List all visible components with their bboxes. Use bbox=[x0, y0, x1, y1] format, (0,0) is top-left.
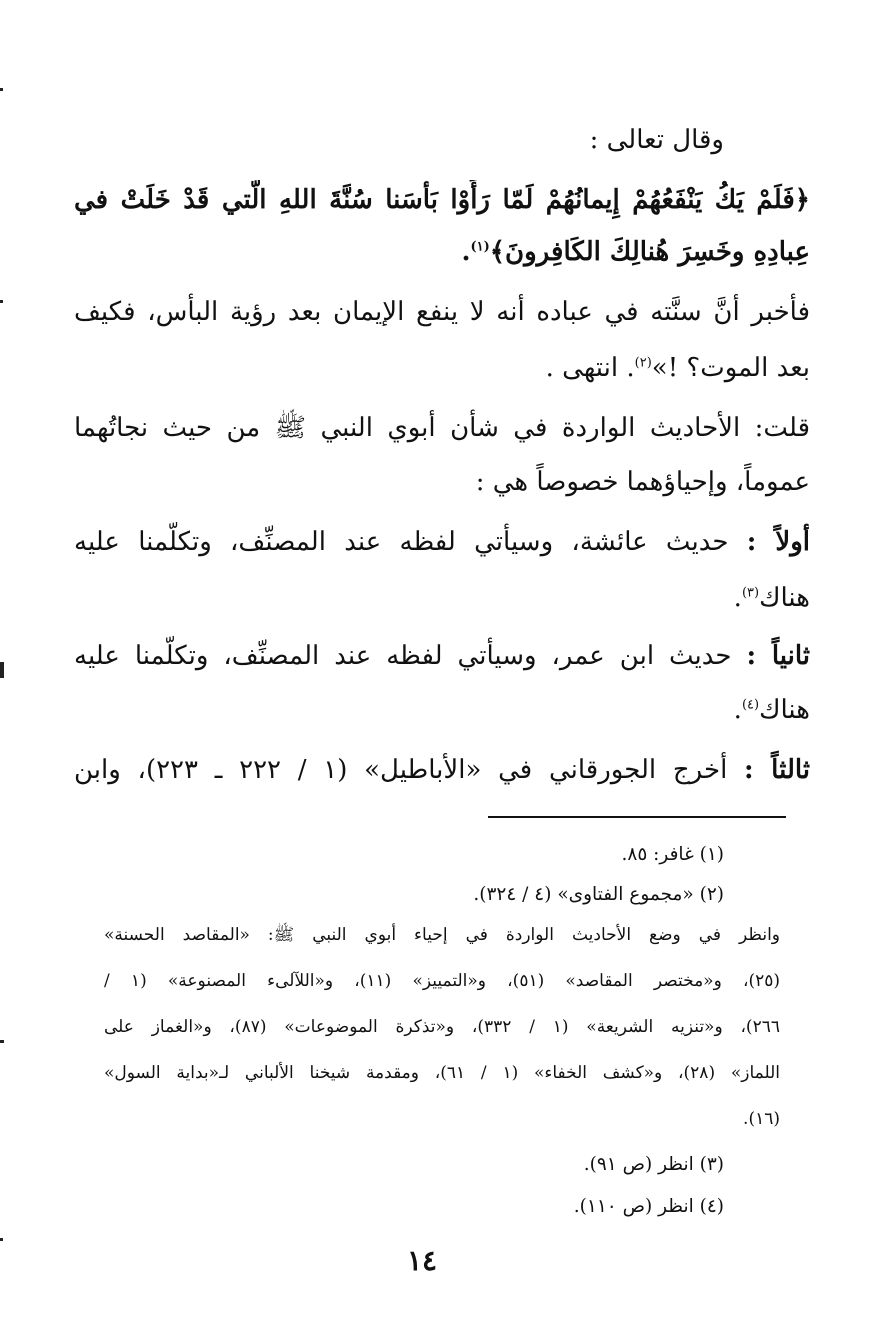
item-lead: ثانياً : bbox=[746, 641, 810, 671]
footnote-text: (٤) انظر (ص ١١٠). bbox=[573, 1196, 724, 1217]
punctuation: . bbox=[461, 237, 471, 267]
quran-verse-text: ﴿فَلَمْ يَكُ يَنْفَعُهُمْ إِيمانُهُمْ لَمّا رَأَوْا بَأْسَنا سُنَّةَ اللهِ الَّتي قَدْ خَلَتْ في bbox=[74, 185, 810, 215]
footnote-separator bbox=[488, 816, 786, 818]
scan-mark bbox=[0, 1040, 4, 1043]
quran-verse-line-2 bbox=[74, 232, 810, 272]
footnote-ref: (٤) bbox=[741, 697, 760, 713]
footnote-text: (٢٥)، و«مختصر المقاصد» (٥١)، و«التمييز» (١١)، و«اللآلىء المصنوعة» (١ / bbox=[104, 971, 780, 991]
paragraph-text: أخرج الجورقاني في «الأباطيل» (١ / ٢٢٢ ـ ٢٢٣)، وابن bbox=[74, 755, 745, 785]
paragraph-text: قلت: الأحاديث الواردة في شأن أبوي النبي ﷺ من حيث نجاتُهما bbox=[74, 413, 810, 443]
quran-verse-text: عِبادِهِ وخَسِرَ هُنالِكَ الكَافِرونَ﴾ bbox=[489, 237, 810, 267]
footnote-text: (٢) «مجموع الفتاوى» (٤ / ٣٢٤). bbox=[473, 884, 724, 905]
footnote-2-continuation-line-1 bbox=[104, 920, 780, 950]
footnote-text: اللماز» (٢٨)، و«كشف الخفاء» (١ / ٦١)، ومقدمة شيخنا الألباني لـ«بداية السول» bbox=[104, 1063, 780, 1083]
quran-verse-line-1 bbox=[74, 180, 810, 220]
paragraph-2-line-1 bbox=[74, 292, 810, 332]
paragraph-text: فأخبر أنَّ سنَّته في عباده أنه لا ينفع الإيمان بعد رؤية البأس، فكيف bbox=[74, 297, 810, 327]
item-lead: ثالثاً : bbox=[744, 755, 810, 785]
paragraph-text: هناك bbox=[759, 695, 810, 725]
paragraph-text: بعد الموت؟ !» bbox=[651, 353, 810, 383]
punctuation: . bbox=[733, 583, 742, 613]
footnote-text: ٢٦٦)، و«تنزيه الشريعة» (١ / ٣٣٢)، و«تذكرة الموضوعات» (٨٧)، و«الغماز على bbox=[104, 1017, 780, 1037]
footnote-text: (١) غافر: ٨٥. bbox=[621, 844, 724, 865]
footnote-text: (١٦). bbox=[743, 1109, 780, 1129]
paragraph-text: حديث عائشة، وسيأتي لفظه عند المصنِّف، وتكلَّمنا عليه bbox=[74, 527, 747, 557]
footnote-2 bbox=[224, 880, 724, 910]
footnote-2-continuation-line-2 bbox=[104, 966, 780, 996]
paragraph-5-line-2 bbox=[74, 690, 810, 730]
paragraph-6-line-1 bbox=[74, 750, 810, 790]
scan-mark bbox=[0, 88, 3, 91]
footnote-2-continuation-line-5 bbox=[104, 1104, 780, 1134]
footnote-text: (٣) انظر (ص ٩١). bbox=[583, 1154, 724, 1175]
footnote-2-continuation-line-4 bbox=[104, 1058, 780, 1088]
paragraph-text: . انتهى . bbox=[545, 353, 635, 383]
footnote-ref: (٣) bbox=[741, 585, 760, 601]
scan-mark bbox=[0, 300, 3, 303]
footnote-1 bbox=[224, 840, 724, 870]
paragraph-4-line-2 bbox=[74, 578, 810, 618]
paragraph-text: عموماً، وإحياؤهما خصوصاً هي : bbox=[475, 467, 810, 497]
footnote-ref: (٢) bbox=[634, 355, 652, 371]
paragraph-5-line-1 bbox=[74, 636, 810, 676]
verse-intro-text: وقال تعالى : bbox=[589, 125, 724, 155]
paragraph-3-line-2 bbox=[74, 462, 810, 502]
footnote-4 bbox=[224, 1192, 724, 1222]
footnote-text: وانظر في وضع الأحاديث الواردة في إحياء أبوي النبي ﷺ: «المقاصد الحسنة» bbox=[104, 925, 780, 945]
paragraph-2-line-2 bbox=[74, 348, 810, 388]
paragraph-3-line-1 bbox=[74, 408, 810, 448]
paragraph-4-line-1 bbox=[74, 522, 810, 562]
verse-intro bbox=[324, 120, 724, 160]
scan-mark bbox=[0, 662, 4, 678]
page-number: ١٤ bbox=[406, 1244, 438, 1277]
paragraph-text: هناك bbox=[759, 583, 810, 613]
scan-mark bbox=[0, 1238, 3, 1241]
punctuation: . bbox=[733, 695, 742, 725]
footnote-ref: (١) bbox=[470, 239, 490, 255]
footnote-2-continuation-line-3 bbox=[104, 1012, 780, 1042]
item-lead: أولاً : bbox=[746, 527, 810, 557]
paragraph-text: حديث ابن عمر، وسيأتي لفظه عند المصنِّف، وتكلَّمنا عليه bbox=[74, 641, 747, 671]
footnote-3 bbox=[224, 1150, 724, 1180]
